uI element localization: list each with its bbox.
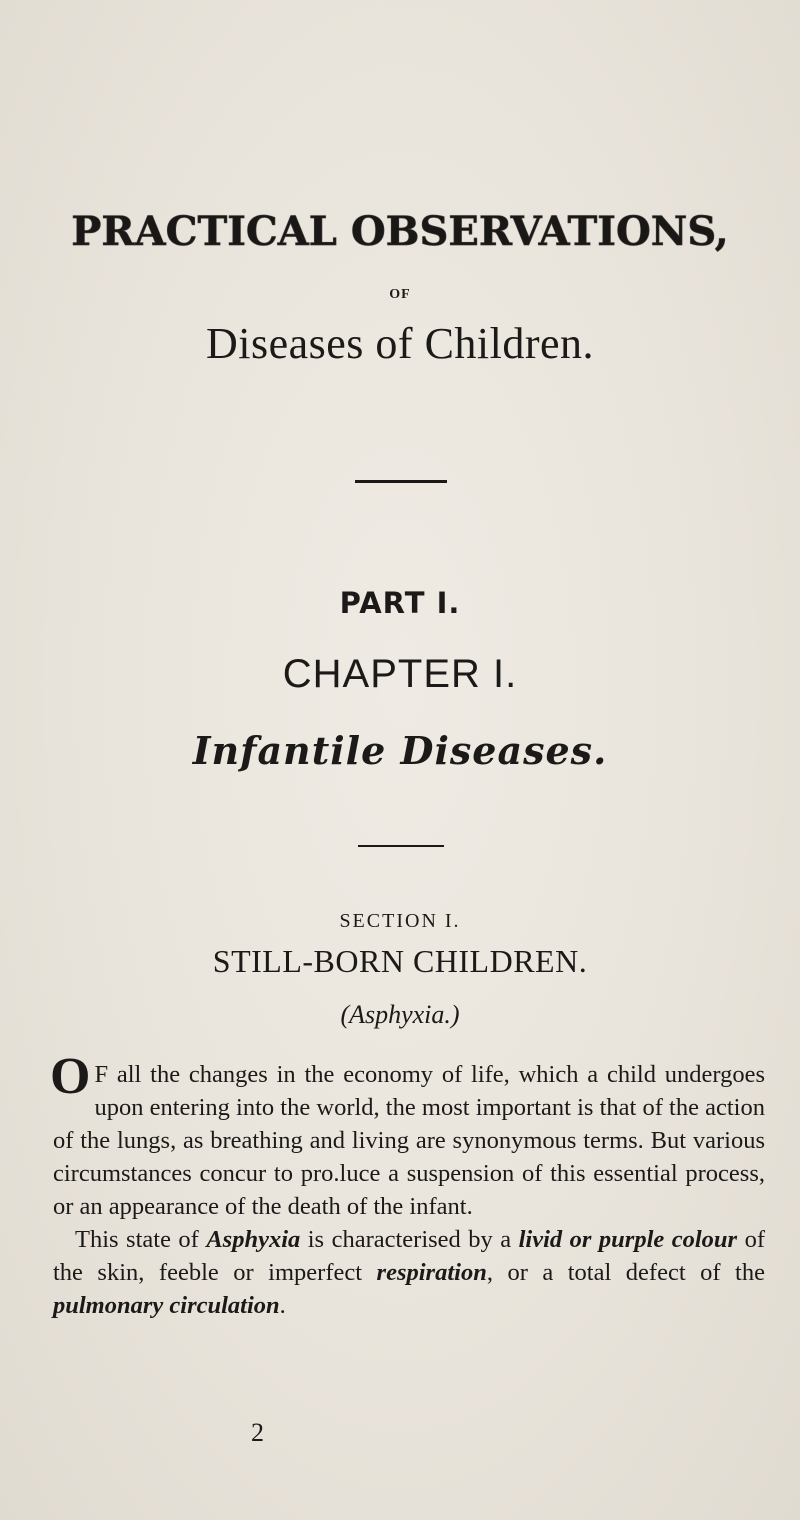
emphasis-term: livid or purple colour	[518, 1226, 738, 1253]
emphasis-term: pulmonary circulation	[53, 1292, 280, 1319]
section-label: SECTION I.	[339, 910, 461, 932]
paragraph	[53, 1223, 765, 1322]
body-text	[50, 1048, 765, 1322]
emphasis-term: respiration	[376, 1259, 487, 1286]
paragraph	[50, 1048, 765, 1223]
paragraph-text: of the skin, feeble or imperfect	[53, 1226, 765, 1286]
drop-cap: O	[50, 1048, 91, 1105]
divider-rule	[358, 845, 444, 847]
paragraph-text: This state of	[75, 1226, 207, 1253]
title-of: OF	[389, 287, 411, 302]
part-heading: PART I.	[339, 586, 461, 620]
paragraph-text: , or a total defect of the	[486, 1259, 765, 1286]
paragraph-text: is characterised by a	[300, 1226, 519, 1253]
subject-title: Diseases of Children.	[205, 319, 595, 368]
paragraph-text: F all the changes in the economy of life, which a child undergoes upon entering into the world, the most important is that of the action of the lungs, as breathing and living are synonymous terms. But various circumstances concur to pro.luce a suspension of this essential process, or an appearance of the death of the infant.	[53, 1061, 765, 1220]
chapter-heading: CHAPTER I.	[282, 652, 518, 696]
chapter-title: Infantile Diseases.	[192, 728, 608, 773]
signature-mark: 2	[251, 1418, 264, 1447]
paragraph-text: .	[279, 1292, 286, 1319]
main-title: PRACTICAL OBSERVATIONS,	[71, 208, 729, 255]
emphasis-term: Asphyxia	[206, 1226, 301, 1253]
section-subtitle: (Asphyxia.)	[340, 1000, 460, 1029]
section-title: STILL-BORN CHILDREN.	[212, 943, 588, 979]
divider-rule	[355, 480, 447, 483]
